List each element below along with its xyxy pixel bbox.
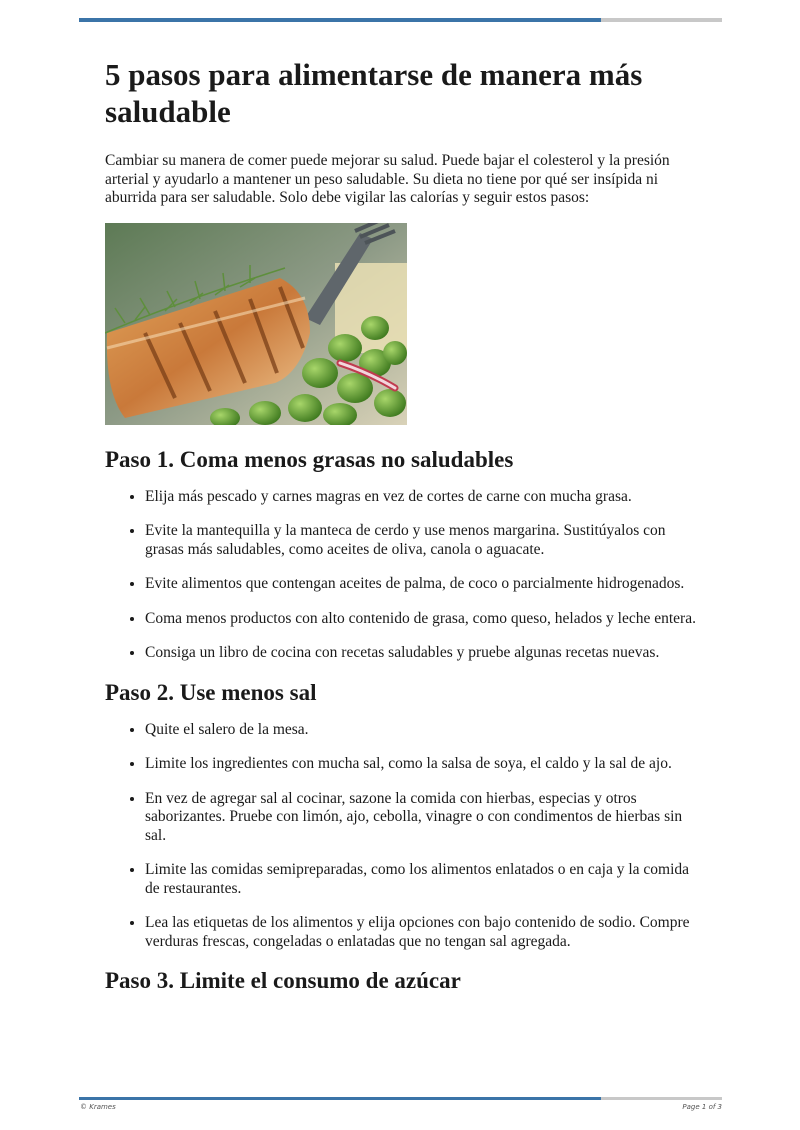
list-item: • Elija más pescado y carnes magras en vez de cortes de carne con mucha grasa.	[145, 488, 705, 507]
grilled-salmon-with-green-beans-photo	[105, 223, 407, 425]
section-heading: Paso 1. Coma menos grasas no saludables	[105, 446, 514, 472]
footer-rule-track	[601, 1097, 722, 1100]
intro-paragraph: Cambiar su manera de comer puede mejorar su salud. Puede bajar el colesterol y la presión arterial y ayudarlo a mantener un peso saludable. Su dieta no tiene por qué ser insípida ni aburrida para ser saludable. Solo debe vigilar las calorías y seguir estos pasos:	[105, 152, 670, 206]
list-item: • Evite la mantequilla y la manteca de cerdo y use menos margarina. Sustitúyalos con grasas más saludables, como aceites de oliva, canola o aguacate.	[145, 522, 705, 559]
section-paso-2	[105, 679, 705, 952]
list-item: • Coma menos productos con alto contenido de grasa, como queso, helados y leche entera.	[145, 610, 705, 629]
footer-rule-accent	[79, 1097, 601, 1100]
list-item: • Limite los ingredientes con mucha sal, como la salsa de soya, el caldo y la sal de ajo.	[145, 755, 705, 774]
header-rule-accent	[79, 18, 601, 22]
header-rule	[79, 18, 722, 22]
section-heading: Paso 3. Limite el consumo de azúcar	[105, 968, 461, 993]
list-item: • Lea las etiquetas de los alimentos y elija opciones con bajo contenido de sodio. Compre verduras frescas, congeladas o enlatadas que no tengan sal agregada.	[145, 914, 705, 951]
footer-rule	[79, 1097, 722, 1100]
section-heading: Paso 2. Use menos sal	[105, 679, 317, 705]
bullet-list	[105, 721, 705, 952]
bullet-list	[105, 488, 705, 663]
page-title: 5 pasos para alimentarse de manera más saludable	[105, 57, 643, 129]
document-body	[105, 56, 705, 1009]
list-item: • Quite el salero de la mesa.	[145, 721, 705, 740]
list-item: • Evite alimentos que contengan aceites de palma, de coco o parcialmente hidrogenados.	[145, 575, 705, 594]
list-item: • Limite las comidas semipreparadas, como los alimentos enlatados o en caja y la comida de restaurantes.	[145, 861, 705, 898]
section-paso-1	[105, 446, 705, 663]
section-paso-3	[105, 967, 705, 995]
footer-page-number: Page 1 of 3	[682, 1103, 722, 1111]
list-item: • En vez de agregar sal al cocinar, sazone la comida con hierbas, especias y otros saborizantes. Pruebe con limón, ajo, cebolla, vinagre o con condimentos de hierbas sin sal.	[145, 790, 705, 846]
header-rule-track	[601, 18, 722, 22]
footer-copyright: © Krames	[80, 1103, 116, 1111]
list-item: • Consiga un libro de cocina con recetas saludables y pruebe algunas recetas nuevas.	[145, 644, 705, 663]
